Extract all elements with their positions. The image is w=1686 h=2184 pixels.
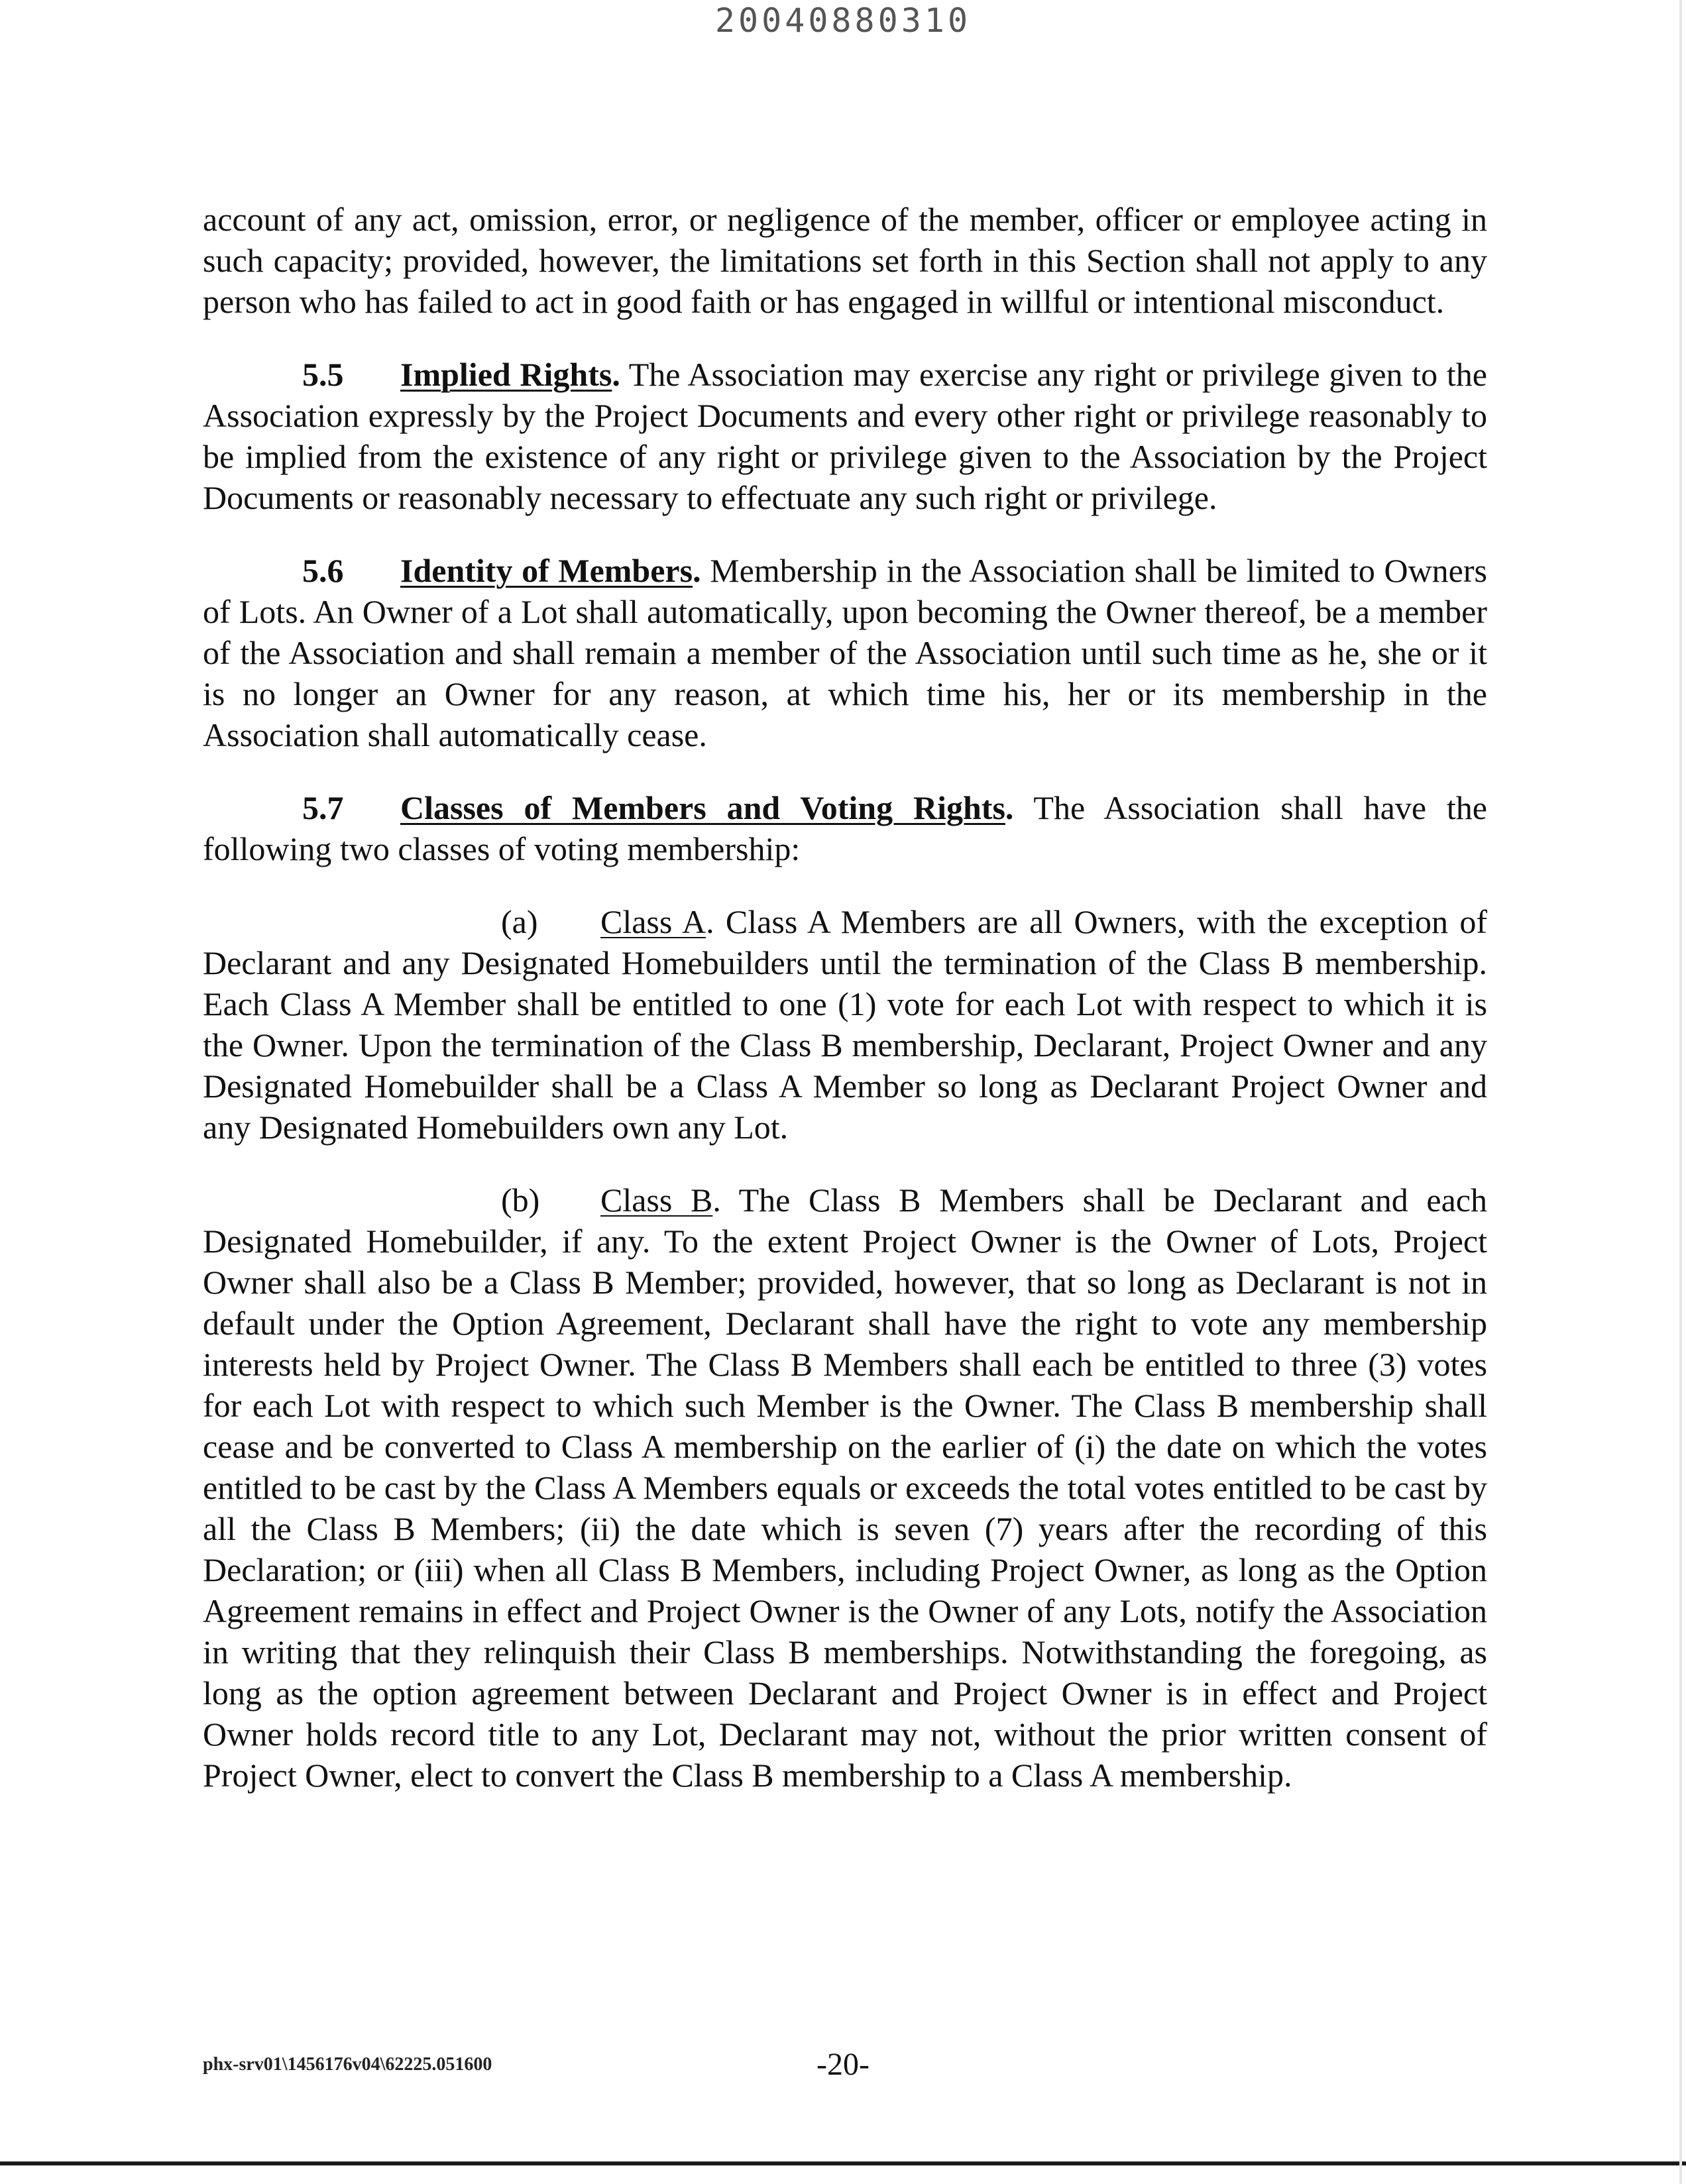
section-text: Membership in the Association shall be limited to Owners of Lots. An Owner of a Lot shall automatically, upon becoming the Owner thereof, be a member of the Association and shall remain a member of the Association until such time as he, she or it is no longer an Owner for any reason, at which time his, her or its membership in the Association shall automatically cease. — [203, 552, 1487, 753]
section-5-5: 5.5 Implied Rights. The Association may exercise any right or privilege given to the Association expressly by the Project Documents and every other right or privilege reasonably to be implied from the existence of any right or privilege given to the Association by the Project Documents or reasonably necessary to effectuate any such right or privilege. — [203, 354, 1487, 518]
subsection-text: The Class B Members shall be Declarant and each Designated Homebuilder, if any. To the extent Project Owner is the Owner of Lots, Project Owner shall also be a Class B Member; provided, however, that so long as Declarant is not in default under the Option Agreement, Declarant shall have the right to vote any membership interests held by Project Owner. The Class B Members shall each be entitled to three (3) votes for each Lot with respect to which such Member is the Owner. The Class B membership shall cease and be converted to Class A membership on the earlier of (i) the date on which the votes entitled to be cast by the Class A Members equals or exceeds the total votes entitled to be cast by all the Class B Members; (ii) the date which is seven (7) years after the recording of this Declaration; or (iii) when all Class B Members, including Project Owner, as long as the Option Agreement remains in effect and Project Owner is the Owner of any Lots, notify the Association in writing that they relinquish their Class B memberships. Notwithstanding the foregoing, as long as the option agreement between Declarant and Project Owner is in effect and Project Owner holds record title to any Lot, Declarant may not, without the prior written consent of Project Owner, elect to convert the Class B membership to a Class A membership. — [203, 1181, 1487, 1794]
section-text: The Association may exercise any right or privilege given to the Association expressly by the Project Documents and every other right or privilege reasonably to be implied from the existence of any right or privilege given to the Association by the Project Documents or reasonably necessary to effectuate any such right or privilege. — [203, 356, 1487, 516]
subsection-class-a: (a) Class A. Class A Members are all Owners, with the exception of Declarant and any Designated Homebuilders until the termination of the Class B membership. Each Class A Member shall be entitled to one (1) vote for each Lot with respect to which it is the Owner. Upon the termination of the Class B membership, Declarant, Project Owner and any Designated Homebuilder shall be a Class A Member so long as Declarant Project Owner and any Designated Homebuilders own any Lot. — [203, 901, 1487, 1148]
section-text: The Association shall have the following two classes of voting membership: — [203, 789, 1487, 867]
section-number: 5.6 — [302, 552, 344, 589]
continuation-paragraph: account of any act, omission, error, or negligence of the member, officer or employee acting in such capacity; provided, however, the limitations set forth in this Section shall not apply to any person who has failed to act in good faith or has engaged in willful or intentional misconduct. — [203, 201, 1487, 320]
subsection-label: (a) — [501, 903, 538, 940]
bottom-rule — [0, 2161, 1686, 2165]
recording-number: 20040880310 — [714, 1, 972, 40]
section-number: 5.7 — [302, 789, 344, 826]
document-id: phx-srv01\1456176v04\62225.051600 — [203, 2054, 492, 2075]
subsection-label: (b) — [501, 1181, 540, 1219]
section-title: Classes of Members and Voting Rights — [400, 789, 1005, 826]
subsection-class-b: (b) Class B. The Class B Members shall be Declarant and each Designated Homebuilder, if any. To the extent Project Owner is the Owner of Lots, Project Owner shall also be a Class B Member; provided, however, that so long as Declarant is not in default under the Option Agreement, Declarant shall have the right to vote any membership interests held by Project Owner. The Class B Members shall each be entitled to three (3) votes for each Lot with respect to which such Member is the Owner. The Class B membership shall cease and be converted to Class A membership on the earlier of (i) the date on which the votes entitled to be cast by the Class A Members equals or exceeds the total votes entitled to be cast by all the Class B Members; (ii) the date which is seven (7) years after the recording of this Declaration; or (iii) when all Class B Members, including Project Owner, as long as the Option Agreement remains in effect and Project Owner is the Owner of any Lots, notify the Association in writing that they relinquish their Class B memberships. Notwithstanding the foregoing, as long as the option agreement between Declarant and Project Owner is in effect and Project Owner holds record title to any Lot, Declarant may not, without the prior written consent of Project Owner, elect to convert the Class B membership to a Class A membership. — [203, 1179, 1487, 1796]
subsection-title: Class B — [600, 1181, 713, 1219]
section-5-7: 5.7 Classes of Members and Voting Rights. The Association shall have the following two classes of voting membership: — [203, 787, 1487, 869]
subsection-text: Class A Members are all Owners, with the exception of Declarant and any Designated Homebuilders until the termination of the Class B membership. Each Class A Member shall be entitled to one (1) vote for each Lot with respect to which it is the Owner. Upon the termination of the Class B membership, Declarant, Project Owner and any Designated Homebuilder shall be a Class A Member so long as Declarant Project Owner and any Designated Homebuilders own any Lot. — [203, 903, 1487, 1146]
page-number: -20- — [816, 2047, 870, 2082]
scan-edge-line — [1679, 0, 1682, 2184]
section-title: Implied Rights — [400, 356, 612, 393]
subsection-title: Class A — [600, 903, 706, 940]
section-title: Identity of Members — [400, 552, 693, 589]
section-5-6: 5.6 Identity of Members. Membership in the Association shall be limited to Owners of Lots. An Owner of a Lot shall automatically, upon becoming the Owner thereof, be a member of the Association and shall remain a member of the Association until such time as he, she or it is no longer an Owner for any reason, at which time his, her or its membership in the Association shall automatically cease. — [203, 550, 1487, 755]
document-body — [203, 199, 1487, 1828]
section-number: 5.5 — [302, 356, 344, 393]
